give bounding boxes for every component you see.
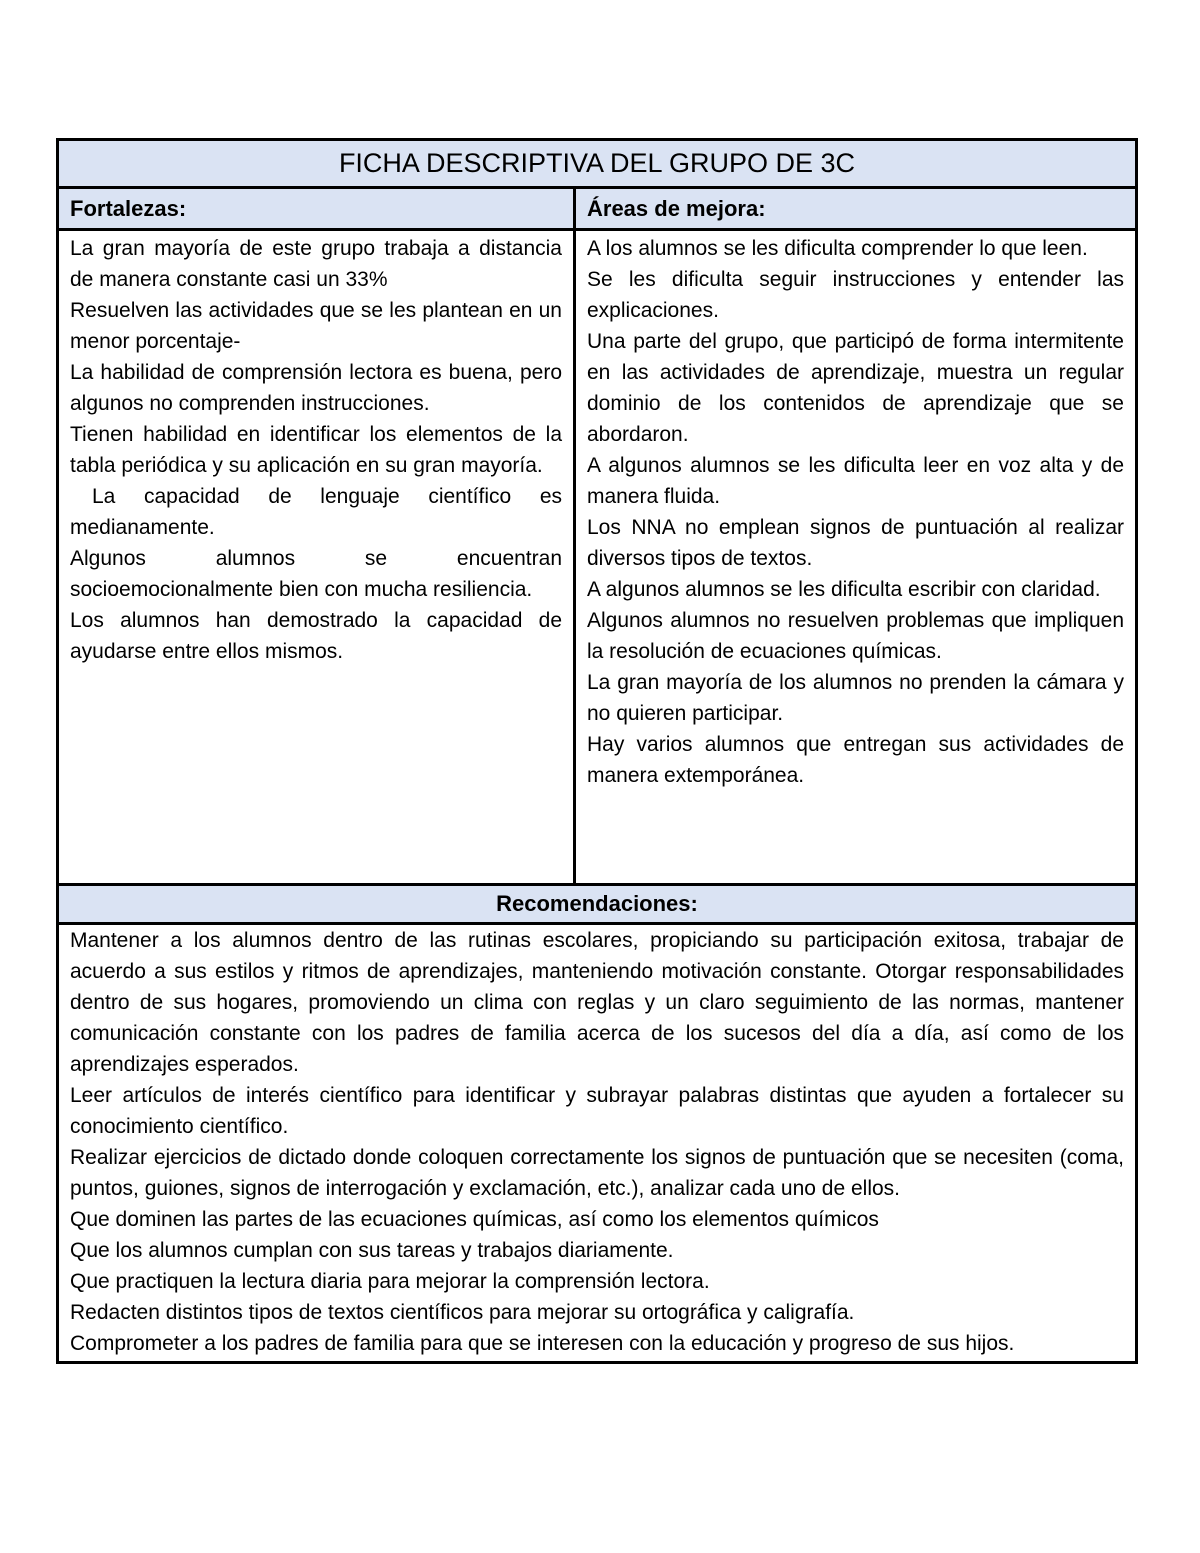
recomendacion-item: Que los alumnos cumplan con sus tareas y trabajos diariamente. — [70, 1239, 674, 1262]
recomendacion-item: Comprometer a los padres de familia para que se interesen con la educación y progreso de sus hijos. — [70, 1332, 1015, 1355]
fortaleza-item: Resuelven las actividades que se les plantean en un menor porcentaje- — [70, 299, 562, 353]
recomendacion-item: Realizar ejercicios de dictado donde coloquen correctamente los signos de puntuación que se necesiten (coma, puntos, guiones, signos de interrogación y exclamación, etc.), analizar cada uno de ellos. — [70, 1146, 1124, 1200]
fortaleza-item: La gran mayoría de este grupo trabaja a distancia de manera constante casi un 33% — [70, 237, 562, 291]
area-mejora-item: Los NNA no emplean signos de puntuación al realizar diversos tipos de textos. — [587, 516, 1124, 570]
fortalezas-header: Fortalezas: — [59, 189, 576, 228]
recomendacion-item: Redacten distintos tipos de textos científicos para mejorar su ortográfica y caligrafía. — [70, 1301, 855, 1324]
areas-mejora-header: Áreas de mejora: — [587, 195, 766, 221]
area-mejora-item: A algunos alumnos se les dificulta leer en voz alta y de manera fluida. — [587, 454, 1124, 508]
fortaleza-item: La habilidad de comprensión lectora es buena, pero algunos no comprenden instrucciones. — [70, 361, 562, 415]
sheet-title: FICHA DESCRIPTIVA DEL GRUPO DE 3C — [59, 141, 1135, 189]
fortalezas-list — [59, 231, 576, 883]
recomendacion-item: Mantener a los alumnos dentro de las rutinas escolares, propiciando su participación exitosa, trabajar de acuerdo a sus estilos y ritmos de aprendizajes, manteniendo motivación constante. Otorgar responsabilidades dentro de sus hogares, promoviendo un clima con reglas y un claro seguimiento de las normas, mantener comunicación constante con los padres de familia acerca de los sucesos del día a día, así como de los aprendizajes esperados. — [70, 929, 1124, 1076]
area-mejora-item: A los alumnos se les dificulta comprender lo que leen. — [587, 237, 1088, 260]
area-mejora-item: Hay varios alumnos que entregan sus actividades de manera extemporánea. — [587, 733, 1124, 787]
recomendaciones-list — [59, 925, 1135, 1361]
columns-body — [59, 231, 1135, 886]
area-mejora-item: Se les dificulta seguir instrucciones y entender las explicaciones. — [587, 268, 1124, 322]
recomendaciones-header: Recomendaciones: — [59, 886, 1135, 925]
area-mejora-item: A algunos alumnos se les dificulta escribir con claridad. — [587, 578, 1101, 601]
area-mejora-item: Algunos alumnos no resuelven problemas que impliquen la resolución de ecuaciones químicas. — [587, 609, 1124, 663]
fortaleza-item: Tienen habilidad en identificar los elementos de la tabla periódica y su aplicación en su gran mayoría. — [70, 423, 562, 477]
column-headers — [59, 189, 1135, 231]
recomendacion-item: Que practiquen la lectura diaria para mejorar la comprensión lectora. — [70, 1270, 710, 1293]
recomendacion-item: Que dominen las partes de las ecuaciones químicas, así como los elementos químicos — [70, 1208, 879, 1231]
fortaleza-item: Algunos alumnos se encuentran socioemocionalmente bien con mucha resiliencia. — [70, 547, 562, 601]
fortaleza-item: La capacidad de lenguaje científico es medianamente. — [70, 485, 562, 539]
areas-mejora-list — [576, 231, 1135, 883]
descriptive-sheet-table — [56, 138, 1138, 1364]
fortaleza-item: Los alumnos han demostrado la capacidad de ayudarse entre ellos mismos. — [70, 609, 562, 663]
recomendacion-item: Leer artículos de interés científico para identificar y subrayar palabras distintas que ayuden a fortalecer su conocimiento científico. — [70, 1084, 1124, 1138]
area-mejora-item: Una parte del grupo, que participó de forma intermitente en las actividades de aprendizaje, muestra un regular dominio de los contenidos de aprendizaje que se abordaron. — [587, 330, 1124, 446]
area-mejora-item: La gran mayoría de los alumnos no prenden la cámara y no quieren participar. — [587, 671, 1124, 725]
